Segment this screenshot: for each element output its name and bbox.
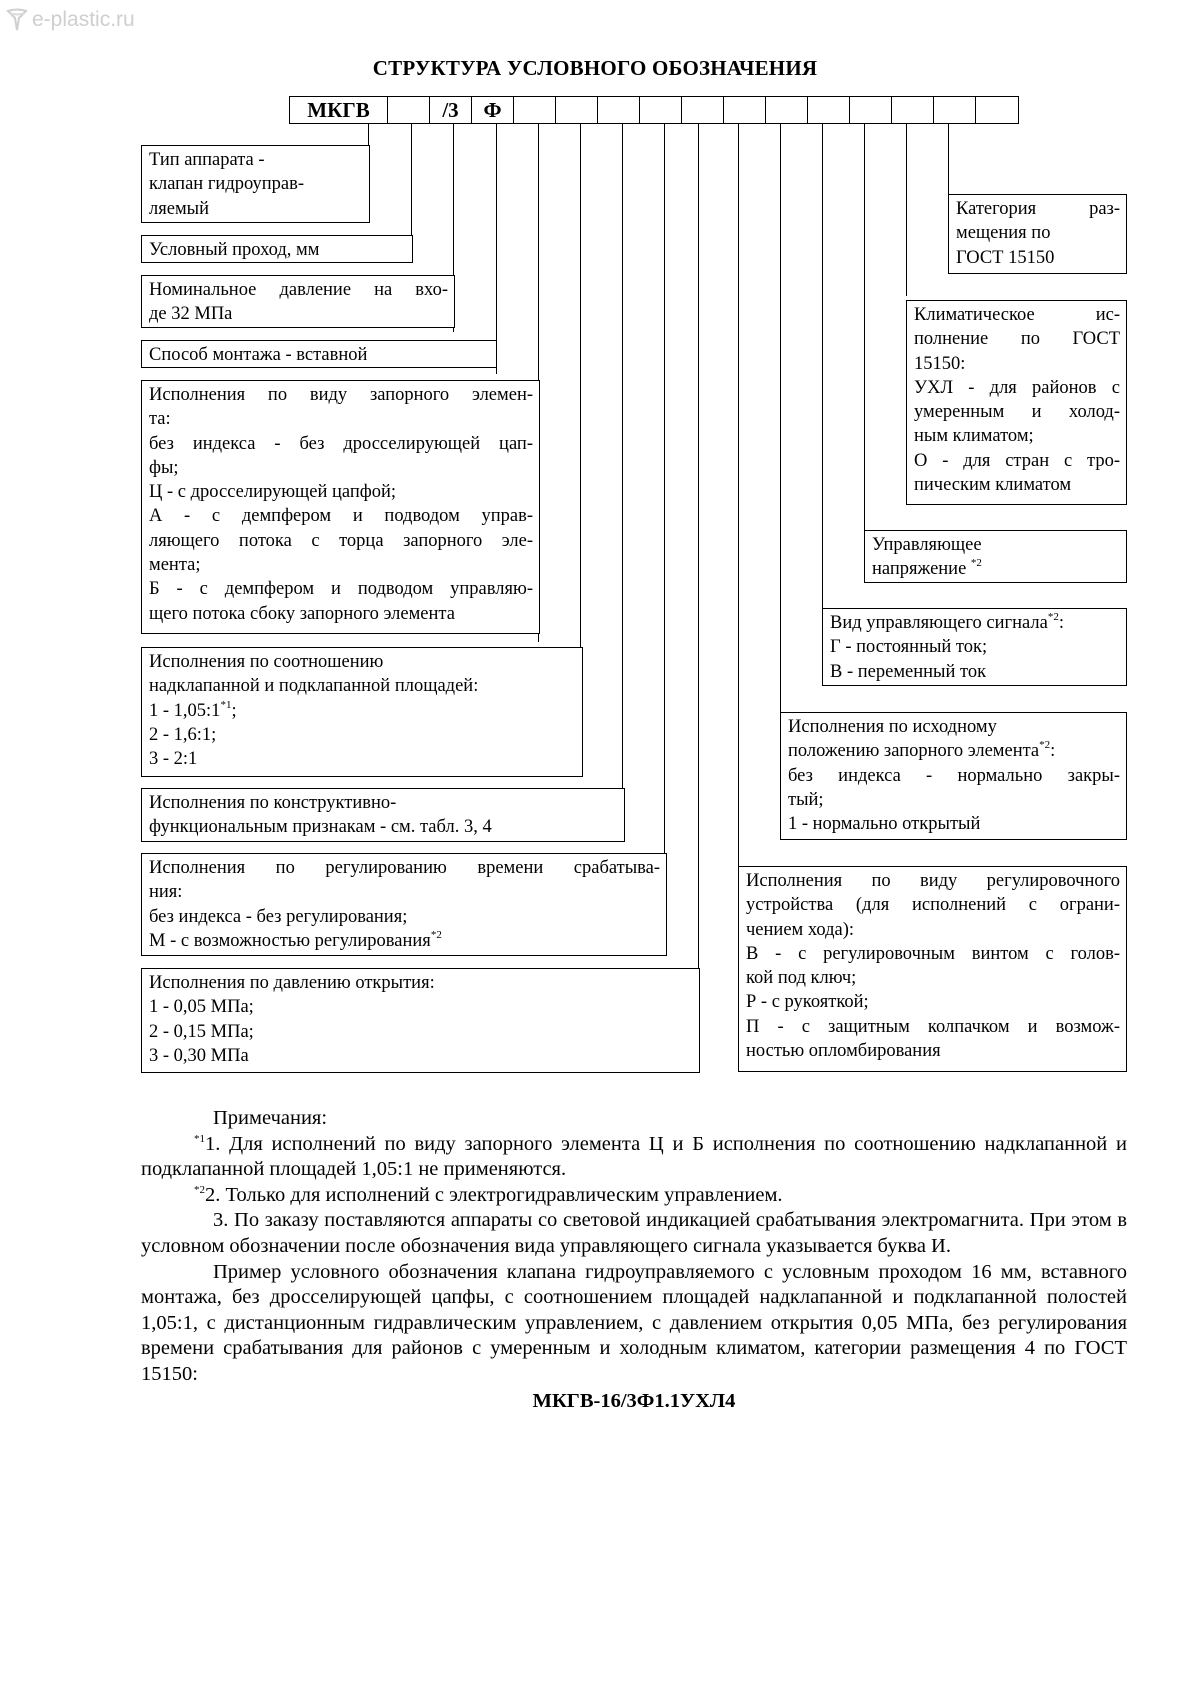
mounting-method-box [141,340,497,368]
box-line-heading: положению запорного элемента$^{*2}$: [788,739,1056,762]
box-line-option-1: 1 - 1,05:1$^{*1}$; [149,698,237,721]
box-line: ляющего потока с торца запорного эле- [149,530,533,551]
note-item-1: $^{*1}$1. Для исполнений по виду запорного элемента Ц и Б исполнения по соотношению надклапанной и подклапанной площадей 1,05:1 не применяются. [141,1132,1127,1181]
code-cell-mounting: Ф [472,97,514,123]
designation-code-row [289,96,1019,124]
box-line: клапан гидроуправ- [149,174,305,195]
box-line: 1 - нормально открытый [788,814,981,835]
box-line: кой под ключ; [746,968,857,989]
box-line: без индекса - без дросселирующей цап- [149,433,533,454]
box-line: Б - с демпфером и подводом управляю- [149,579,533,600]
code-cell-adjusting-device [724,97,766,123]
apparatus-type-box [141,145,370,223]
box-line: фы; [149,457,179,478]
code-cell-initial-position [766,97,808,123]
connector-line [698,124,699,972]
connector-line [948,124,949,194]
control-signal-type-box [822,608,1127,686]
initial-position-box [780,712,1127,840]
control-voltage-box [864,530,1127,583]
box-line: Исполнения по исходному [788,717,997,737]
area-ratio-box [141,647,583,777]
opening-pressure-box [141,968,700,1073]
code-cell-design-features [598,97,640,123]
box-line: ным климатом; [914,426,1034,447]
box-line-heading: Вид управляющего сигнала$^{*2}$: [830,611,1064,633]
box-line: О - для стран с тро- [914,450,1120,471]
box-line: Исполнения по давлению открытия: [149,973,435,993]
box-line: Категория раз- [956,199,1120,219]
note-item-2: $^{*2}$2. Только для исполнений с электрогидравлическим управлением. [194,1183,783,1206]
connector-line [622,124,623,794]
box-line: Ц - с дросселирующей цапфой; [149,482,397,503]
placement-category-box [948,194,1127,274]
code-cell-extra [976,97,1018,123]
box-line: Исполнения по регулированию времени срабатыва- [149,858,660,878]
box-line: тый; [788,789,824,810]
box-line: полнение по ГОСТ [914,329,1120,350]
box-line-voltage: напряжение $^{*2}$ [872,557,982,580]
code-cell-category [934,97,976,123]
connector-line [738,124,739,869]
box-line: Г - постоянный ток; [830,637,988,658]
box-line: УХЛ - для районов с [914,377,1120,398]
box-line: Условный проход, мм [149,240,320,260]
footnote-marker: *2 [430,928,442,941]
nominal-pressure-box [141,275,455,328]
connector-line [822,124,823,608]
nominal-bore-box [141,235,413,263]
adjusting-device-box [738,866,1127,1072]
box-line: ляемый [149,198,209,219]
box-line: мента; [149,555,201,576]
code-cell-type: МКГВ [290,97,388,123]
climatic-version-box [906,300,1127,505]
box-line-option-m: М - с возможностью регулирования$^{*2}$ [149,928,442,951]
box-line: Исполнения по конструктивно- [149,793,397,813]
page-title: СТРУКТУРА УСЛОВНОГО ОБОЗНАЧЕНИЯ [372,56,818,80]
box-line: 1 - 0,05 МПа; [149,997,254,1018]
box-line: Номинальное давление на вхо- [149,280,448,300]
box-line: надклапанной и подклапанной площадей: [149,676,479,697]
box-line: щего потока сбоку запорного элемента [149,603,455,624]
response-time-adjustment-box [141,853,667,956]
code-cell-signal-type [808,97,850,123]
box-line: А - с демпфером и подводом управ- [149,506,533,527]
code-cell-opening-pressure [682,97,724,123]
box-line: Тип аппарата - [149,150,265,170]
connector-line [780,124,781,718]
box-line: 3 - 0,30 МПа [149,1045,249,1066]
box-line: В - с регулировочным винтом с голов- [746,943,1120,964]
code-cell-area-ratio [556,97,598,123]
box-line: пическим климатом [914,475,1072,496]
notes-section [141,1106,1127,1414]
box-line: Исполнения по соотношению [149,652,384,672]
box-line: устройства (для исполнений с ограни- [746,895,1120,916]
code-cell-pressure: /3 [430,97,472,123]
note-item-3: 3. По заказу поставляются аппараты со световой индикацией срабатывания электромагнита. При этом в условном обозначении после обозначения вида управляющего сигнала указывается буква И. [141,1209,1127,1257]
box-line: Р - с рукояткой; [746,992,869,1013]
e-plastic-logo-icon [6,8,28,32]
box-line: ГОСТ 15150 [956,247,1055,268]
box-line: де 32 МПа [149,304,233,325]
box-line: В - переменный ток [830,661,987,682]
box-line: Исполнения по виду запорного элемен- [149,385,533,405]
watermark-text: e-plastic.ru [32,8,135,31]
code-cell-climatic [892,97,934,123]
designation-example-code: МКГВ-16/3Ф1.1УХЛ4 [532,1389,736,1412]
box-line: ностью опломбирования [746,1041,941,1062]
code-cell-closing-element [514,97,556,123]
code-cell-voltage [850,97,892,123]
connector-line [906,124,907,296]
box-line: без индекса - нормально закры- [788,765,1120,786]
box-line: 15150: [914,353,966,374]
notes-heading: Примечания: [213,1107,328,1129]
footnote-marker: *2 [194,1183,205,1196]
box-line: чением хода): [746,919,855,940]
footnote-marker: *2 [970,557,982,570]
closing-element-type-box [141,380,540,634]
code-cell-bore [388,97,430,123]
box-line: умеренным и холод- [914,402,1120,423]
box-line: Управляющее [872,535,982,555]
box-line: функциональным признакам - см. табл. 3, 4 [149,817,492,838]
connector-line [496,124,497,374]
box-line: П - с защитным колпачком и возмож- [746,1016,1120,1037]
box-line: Способ монтажа - вставной [149,345,368,365]
designation-example-text: Пример условного обозначения клапана гидроуправляемого с условным проходом 16 мм, вставного монтажа, без дросселирующей цапфы, с соотношением площадей надклапанной и подклапанной полостей 1,05:1, с дистанционным гидравлическим управлением, с давлением открытия 0,05 МПа, без регулирования времени срабатывания для районов с умеренным и холодным климатом, категории размещения 4 по ГОСТ 15150: [141,1260,1127,1385]
footnote-marker: *2 [1039,739,1051,752]
box-line: ния: [149,882,183,903]
box-line: без индекса - без регулирования; [149,906,408,927]
connector-line [580,124,581,651]
footnote-marker: *1 [194,1132,205,1145]
connector-line [664,124,665,858]
footnote-marker: *1 [220,698,232,711]
box-line: Исполнения по виду регулировочного [746,871,1120,891]
watermark [6,8,135,32]
code-cell-response-time [640,97,682,123]
connector-line [864,124,865,534]
box-line: Климатическое ис- [914,305,1120,325]
footnote-marker: *2 [1047,611,1059,623]
design-features-box [141,788,625,842]
box-line: та: [149,409,171,430]
box-line: 2 - 0,15 МПа; [149,1021,254,1042]
box-line: 2 - 1,6:1; [149,724,217,745]
box-line: мещения по [956,223,1051,244]
box-line: 3 - 2:1 [149,749,198,770]
